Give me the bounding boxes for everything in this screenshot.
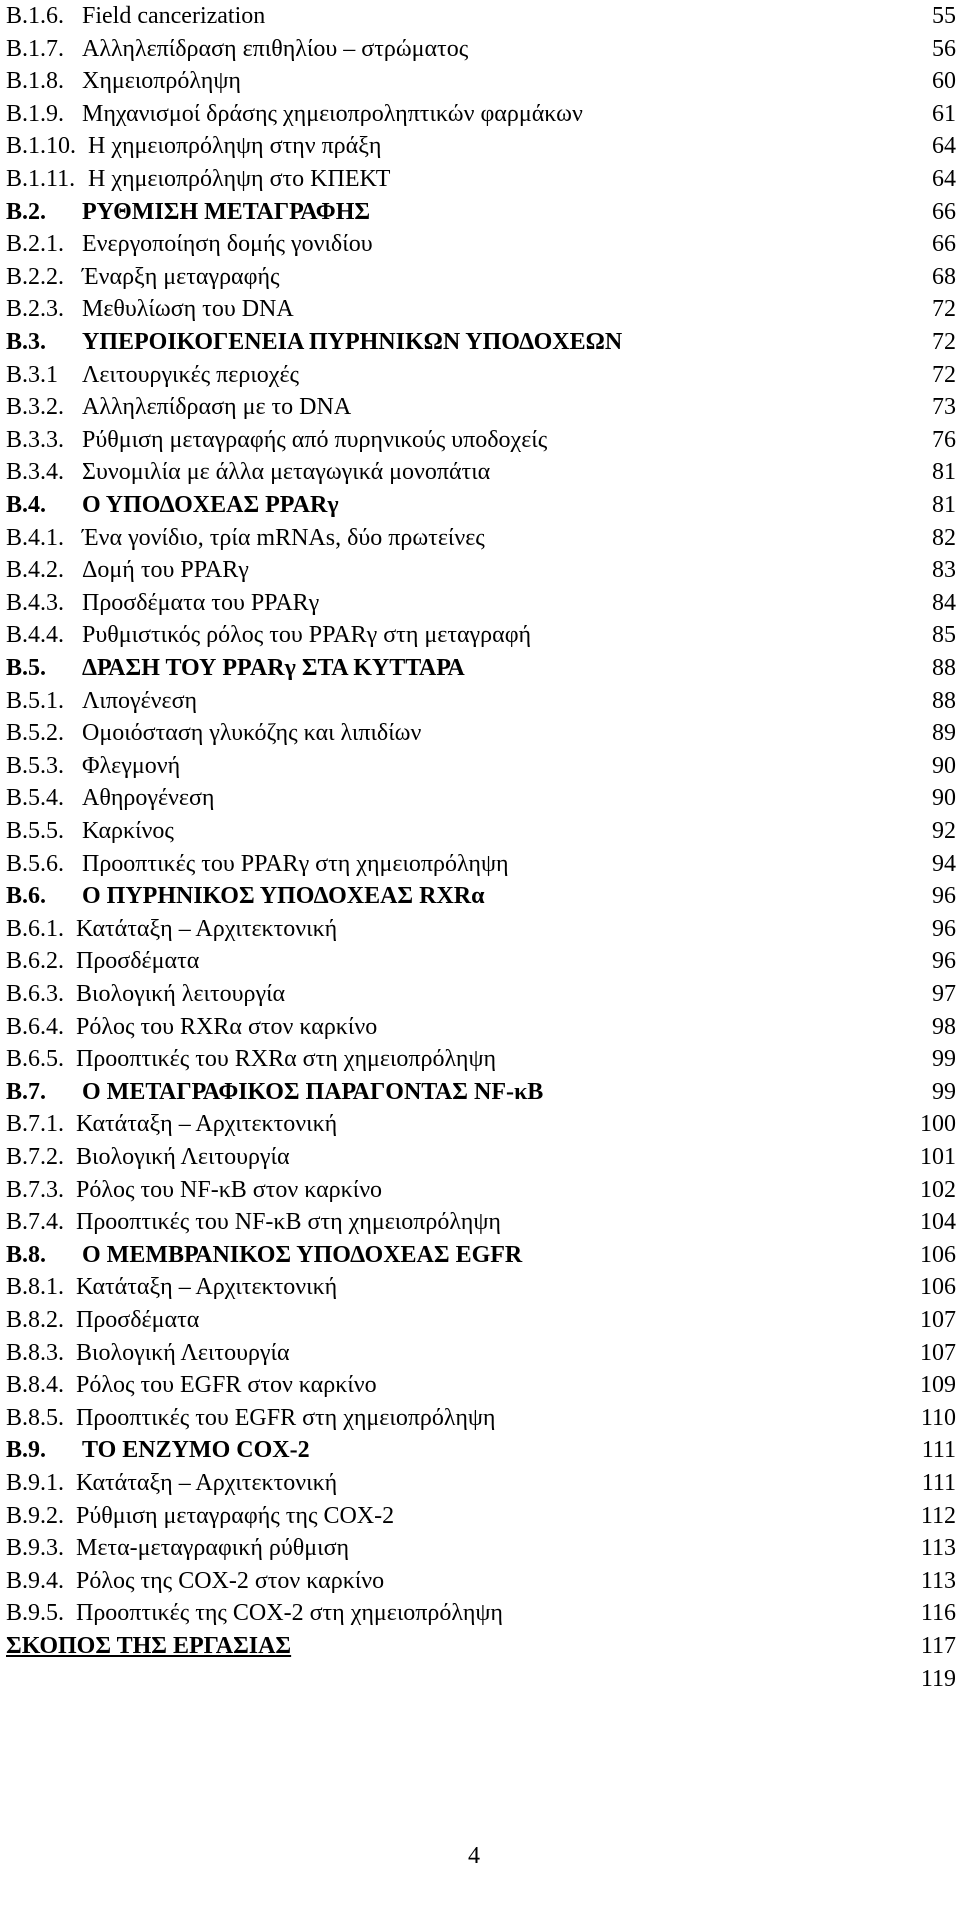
toc-entry-page: 85 — [932, 622, 956, 649]
toc-entry-title: Προσδέματα — [76, 948, 200, 975]
toc-entry — [6, 1369, 956, 1401]
toc-entry — [6, 1532, 956, 1564]
toc-entry-number: B.9.3. — [6, 1535, 65, 1562]
toc-entry — [6, 489, 956, 521]
toc-entry-number: B.4.1. — [6, 524, 65, 551]
toc-entry-number: B.8.2. — [6, 1307, 65, 1333]
toc-entry-page: 94 — [932, 850, 956, 877]
toc-entry-title: Προσδέματα — [76, 1307, 200, 1333]
toc-entry-page: 76 — [932, 426, 956, 453]
toc-entry-number: B.7.4. — [6, 1209, 65, 1236]
toc-entry-title: Προσδέματα του PPARγ — [82, 589, 320, 616]
toc-entry-number: B.1.9. — [6, 100, 65, 127]
toc-entry-title: Αθηρογένεση — [82, 785, 215, 812]
toc-entry-number: B.5. — [6, 655, 47, 681]
toc-entry — [6, 1597, 956, 1629]
toc-entry-page: 96 — [932, 915, 956, 942]
toc-entry-title: Αλληλεπίδραση επιθηλίου – στρώματος — [82, 35, 469, 62]
toc-entry-number: B.6.1. — [6, 915, 65, 942]
toc-entry-page: 106 — [920, 1274, 956, 1301]
toc-entry-page: 72 — [932, 329, 956, 355]
toc-entry — [6, 293, 956, 325]
toc-entry-page: 88 — [932, 687, 956, 714]
toc-entry-title: ΔΡΑΣΗ ΤΟΥ PPARγ ΣΤΑ ΚΥΤΤΑΡΑ — [82, 655, 465, 681]
toc-entry-page: 88 — [932, 655, 956, 681]
toc-entry-page: 81 — [932, 492, 956, 518]
toc-entry-number: B.5.5. — [6, 818, 65, 844]
toc-entry-title: Αλληλεπίδραση με το DNA — [82, 394, 352, 421]
toc-entry-page: 89 — [932, 720, 956, 747]
toc-entry-number: B.1.6. — [6, 3, 65, 29]
toc-entry-number: B.8.5. — [6, 1404, 65, 1431]
toc-entry-page: 96 — [932, 948, 956, 975]
toc-entry-page: 112 — [920, 1502, 956, 1529]
toc-entry — [6, 554, 956, 586]
toc-entry-title: Προοπτικές του PPARγ στη χημειοπρόληψη — [82, 850, 509, 877]
toc-entry-page: 90 — [932, 785, 956, 812]
toc-entry — [6, 456, 956, 488]
toc-entry-title: Κατάταξη – Αρχιτεκτονική — [76, 1470, 338, 1496]
toc-entry-page: 55 — [932, 3, 956, 29]
toc-entry — [6, 848, 956, 880]
toc-entry — [6, 391, 956, 423]
toc-entry-page: 113 — [920, 1535, 956, 1562]
toc-entry-page: 72 — [932, 296, 956, 323]
toc-entry — [6, 1402, 956, 1434]
toc-entry-number: B.2.1. — [6, 231, 65, 258]
toc-entry-title: Ο ΜΕΤΑΓΡΑΦΙΚΟΣ ΠΑΡΑΓΟΝΤΑΣ NF-κB — [82, 1078, 544, 1105]
toc-entry — [6, 522, 956, 554]
toc-entry-page: 64 — [932, 133, 956, 160]
toc-entry-title: Δομή του PPARγ — [82, 557, 249, 584]
toc-entry-title: Λειτουργικές περιοχές — [82, 361, 300, 388]
toc-entry — [6, 130, 956, 162]
toc-entry — [6, 685, 956, 717]
toc-entry — [6, 782, 956, 814]
toc-entry-number: B.5.2. — [6, 720, 65, 747]
toc-entry — [6, 880, 956, 912]
toc-entry-number: B.6.4. — [6, 1013, 65, 1040]
toc-entry — [6, 261, 956, 293]
toc-entry-page: 72 — [932, 361, 956, 388]
toc-entry-title: Βιολογική λειτουργία — [76, 981, 286, 1007]
toc-entry-title: Βιολογική Λειτουργία — [76, 1339, 290, 1366]
toc-entry-number: B.8.4. — [6, 1372, 65, 1399]
toc-entry-number: B.6.5. — [6, 1046, 65, 1073]
toc-entry-page: 64 — [932, 166, 956, 192]
toc-entry-page: 107 — [920, 1307, 956, 1333]
toc-entry-number: B.1.11. — [6, 166, 76, 192]
toc-entry-page: 116 — [920, 1600, 956, 1627]
toc-entry-title: Ρυθμιστικός ρόλος του PPARγ στη μεταγραφή — [82, 622, 532, 649]
toc-entry-number: B.8. — [6, 1241, 47, 1268]
toc-entry-page: 97 — [932, 981, 956, 1007]
toc-entry-number: B.7. — [6, 1078, 47, 1105]
toc-entry-number: B.6.2. — [6, 948, 65, 975]
toc-entry-page: 113 — [920, 1567, 956, 1594]
toc-entry-page: 101 — [920, 1144, 956, 1170]
toc-entry-number: B.9.5. — [6, 1600, 65, 1627]
toc-entry — [6, 1337, 956, 1369]
toc-entry-title: Λιπογένεση — [82, 687, 198, 714]
toc-entry-page: 111 — [921, 1437, 956, 1464]
toc-entry — [6, 1239, 956, 1271]
toc-entry-number: B.2. — [6, 198, 47, 225]
toc-entry-number: B.3.4. — [6, 459, 65, 486]
toc-entry-title: Κατάταξη – Αρχιτεκτονική — [76, 1274, 338, 1301]
toc-entry — [6, 1500, 956, 1532]
toc-entry-page: 117 — [920, 1633, 956, 1659]
toc-entry-title: Field cancerization — [82, 3, 266, 29]
toc-entry-number: B.9.4. — [6, 1567, 65, 1594]
toc-entry-number: B.9.2. — [6, 1502, 65, 1529]
toc-entry — [6, 652, 956, 684]
toc-entry-page: 82 — [932, 524, 956, 551]
toc-entry — [6, 33, 956, 65]
toc-entry-title: Ο ΜΕΜΒΡΑΝΙΚΟΣ ΥΠΟΔΟΧΕΑΣ EGFR — [82, 1241, 523, 1268]
toc-entry-title: Ενεργοποίηση δομής γονιδίου — [82, 231, 373, 258]
toc-entry-page: 98 — [932, 1013, 956, 1040]
toc-entry-page: 99 — [932, 1078, 956, 1105]
toc-entry-title: ΣΚΟΠΟΣ ΤΗΣ ΕΡΓΑΣΙΑΣ — [6, 1633, 292, 1659]
toc-entry-title: Ο ΥΠΟΔΟΧΕΑΣ PPARγ — [82, 492, 339, 518]
toc-entry-title: Η χημειοπρόληψη στην πράξη — [88, 133, 382, 160]
toc-entry — [6, 98, 956, 130]
toc-entry-page: 104 — [920, 1209, 956, 1236]
toc-entry-page: 110 — [920, 1404, 956, 1431]
toc-entry-number: B.3.3. — [6, 426, 65, 453]
toc-entry-page: 61 — [932, 100, 956, 127]
toc-entry-title: Ο ΠΥΡΗΝΙΚΟΣ ΥΠΟΔΟΧΕΑΣ RXRα — [82, 883, 485, 910]
toc-entry-number: B.5.1. — [6, 687, 65, 714]
toc-entry — [6, 326, 956, 358]
toc-entry — [6, 717, 956, 749]
toc-entry-number: B.2.2. — [6, 263, 65, 290]
toc-entry-page: 99 — [932, 1046, 956, 1073]
toc-entry-title: ΥΠΕΡΟΙΚΟΓΕΝΕΙΑ ΠΥΡΗΝΙΚΩΝ ΥΠΟΔΟΧΕΩΝ — [82, 329, 623, 355]
toc-entry — [6, 1467, 956, 1499]
toc-entry-title: Μετα-μεταγραφική ρύθμιση — [76, 1535, 350, 1562]
toc-entry-page: 102 — [920, 1176, 956, 1203]
toc-entry — [6, 163, 956, 195]
toc-entry-page: 106 — [920, 1241, 956, 1268]
toc-entry-title: Ρόλος του NF-κB στον καρκίνο — [76, 1176, 383, 1203]
toc-entry-title: Ρόλος του RXRα στον καρκίνο — [76, 1013, 378, 1040]
toc-entry — [6, 1011, 956, 1043]
toc-entry-page: 84 — [932, 589, 956, 616]
toc-entry-number: B.5.3. — [6, 752, 65, 779]
toc-entry-number: B.1.7. — [6, 35, 65, 62]
toc-entry-number: B.8.1. — [6, 1274, 65, 1301]
toc-entry-title: Καρκίνος — [82, 818, 174, 844]
toc-entry — [6, 424, 956, 456]
toc-entry-title: Ρόλος του EGFR στον καρκίνο — [76, 1372, 377, 1399]
toc-entry — [6, 750, 956, 782]
toc-entry-number: B.3. — [6, 329, 47, 355]
toc-entry — [6, 587, 956, 619]
toc-entry-page: 56 — [932, 35, 956, 62]
toc-entry-number: B.6.3. — [6, 981, 65, 1007]
toc-entry-number: B.4. — [6, 492, 47, 518]
toc-entry-title: Χημειοπρόληψη — [82, 68, 241, 95]
toc-entry — [6, 196, 956, 228]
toc-entry-title: ΤΟ ΕΝΖΥΜΟ COX-2 — [82, 1437, 310, 1464]
toc-entry-title: Ρόλος της COX-2 στον καρκίνο — [76, 1567, 385, 1594]
toc-entry-title: Μηχανισμοί δράσης χημειοπροληπτικών φαρμάκων — [82, 100, 583, 127]
page-number: 4 — [468, 1843, 480, 1869]
toc-entry-page: 107 — [920, 1339, 956, 1366]
toc-entry-page: 68 — [932, 263, 956, 290]
toc-entry-number: B.8.3. — [6, 1339, 65, 1366]
toc-entry — [6, 1108, 956, 1140]
toc-entry — [6, 1630, 956, 1662]
toc-entry — [6, 978, 956, 1010]
toc-entry-title: Κατάταξη – Αρχιτεκτονική — [76, 915, 338, 942]
toc-entry-number: B.7.2. — [6, 1144, 65, 1170]
toc-entry-number: B.3.1 — [6, 361, 59, 388]
toc-entry-page: 73 — [932, 394, 956, 421]
toc-entry-title: ΡΥΘΜΙΣΗ ΜΕΤΑΓΡΑΦΗΣ — [82, 198, 371, 225]
toc-entry — [6, 1304, 956, 1336]
toc-entry — [6, 1434, 956, 1466]
toc-entry-number: B.1.10. — [6, 133, 77, 160]
toc-entry — [6, 359, 956, 391]
toc-entry-page: 100 — [920, 1111, 956, 1138]
toc-entry-page: 111 — [921, 1470, 956, 1496]
toc-entry — [6, 1271, 956, 1303]
toc-entry — [6, 1663, 956, 1695]
toc-entry-title: Έναρξη μεταγραφής — [82, 263, 280, 290]
toc-entry-title: Βιολογική Λειτουργία — [76, 1144, 290, 1170]
toc-entry-page: 60 — [932, 68, 956, 95]
toc-entry-title: Ένα γονίδιο, τρία mRNAs, δύο πρωτείνες — [82, 524, 485, 551]
toc-entry-number: B.3.2. — [6, 394, 65, 421]
toc-entry-number: B.1.8. — [6, 68, 65, 95]
toc-entry-page: 81 — [932, 459, 956, 486]
toc-entry-number: B.7.1. — [6, 1111, 65, 1138]
toc-entry-title: Προοπτικές του NF-κB στη χημειοπρόληψη — [76, 1209, 501, 1236]
toc-entry-page: 90 — [932, 752, 956, 779]
toc-entry-number: B.2.3. — [6, 296, 65, 323]
toc-entry-title: Η χημειοπρόληψη στο ΚΠΕΚΤ — [88, 166, 391, 192]
toc-entry-title: Προοπτικές της COX-2 στη χημειοπρόληψη — [76, 1600, 503, 1627]
toc-entry — [6, 65, 956, 97]
toc-entry-title: Ομοιόσταση γλυκόζης και λιπιδίων — [82, 720, 422, 747]
toc-entry-number: B.5.6. — [6, 850, 65, 877]
toc-entry — [6, 913, 956, 945]
toc-entry-page: 66 — [932, 231, 956, 258]
toc-entry-title: Ρύθμιση μεταγραφής από πυρηνικούς υποδοχείς — [82, 426, 548, 453]
toc-entry-page: 83 — [932, 557, 956, 584]
toc-entry-title: Προοπτικές του RXRα στη χημειοπρόληψη — [76, 1046, 497, 1073]
toc-entry-number: B.4.4. — [6, 622, 65, 649]
toc-entry — [6, 1076, 956, 1108]
toc-entry — [6, 1206, 956, 1238]
toc-entry-title: Κατάταξη – Αρχιτεκτονική — [76, 1111, 338, 1138]
toc-entry-number: B.4.3. — [6, 589, 65, 616]
toc-entry — [6, 228, 956, 260]
toc-entry-number: B.9.1. — [6, 1470, 65, 1496]
toc-entry-title: Συνομιλία με άλλα μεταγωγικά μονοπάτια — [82, 459, 491, 486]
toc-entry-page: 119 — [920, 1665, 956, 1692]
toc-entry-number: B.6. — [6, 883, 47, 910]
toc-entry-number: B.9. — [6, 1437, 47, 1464]
toc-entry — [6, 815, 956, 847]
toc-entry — [6, 1043, 956, 1075]
toc-entry — [6, 945, 956, 977]
toc-entry — [6, 1174, 956, 1206]
toc-entry-number: B.4.2. — [6, 557, 65, 584]
toc-entry — [6, 1565, 956, 1597]
toc-entry-title: Προοπτικές του EGFR στη χημειοπρόληψη — [76, 1404, 496, 1431]
toc-entry-title: Μεθυλίωση του DNA — [82, 296, 294, 323]
toc-entry-page: 96 — [932, 883, 956, 910]
toc-entry-number: B.7.3. — [6, 1176, 65, 1203]
toc-entry-page: 92 — [932, 818, 956, 844]
toc-entry — [6, 619, 956, 651]
toc-entry-title: Φλεγμονή — [82, 752, 181, 779]
toc-entry — [6, 0, 956, 32]
toc-entry-title: Ρύθμιση μεταγραφής της COX-2 — [76, 1502, 395, 1529]
toc-entry — [6, 1141, 956, 1173]
toc-entry-page: 109 — [920, 1372, 956, 1399]
toc-entry-page: 66 — [932, 198, 956, 225]
toc-entry-number: B.5.4. — [6, 785, 65, 812]
